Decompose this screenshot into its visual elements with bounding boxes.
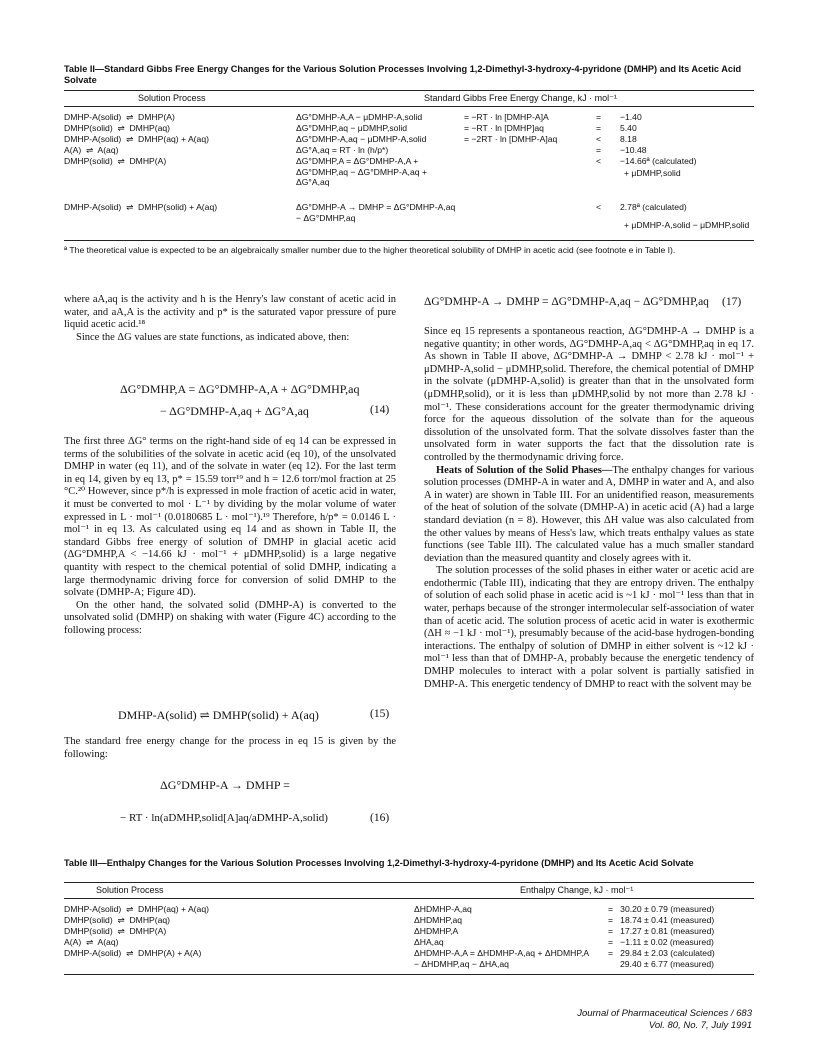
journal-name-page: Journal of Pharmaceutical Sciences / 683 bbox=[577, 1008, 752, 1019]
table2-footnote: ª The theoretical value is expected to be an algebraically smaller number due to the higher theoretical solubility of DMHP in acetic acid (see footnote e in Table I). bbox=[64, 245, 676, 255]
table-cell-value: −1.40 bbox=[620, 112, 642, 122]
equation-16-line1: ΔG°DMHP-A → DMHP = bbox=[160, 778, 290, 792]
table-cell-process: DMHP-A(solid) ⇌ DMHP(aq) + A(aq) bbox=[64, 904, 209, 914]
table-cell-process: DMHP-A(solid) ⇌ DMHP(A) + A(A) bbox=[64, 948, 202, 958]
table2-body bbox=[64, 112, 754, 237]
table-cell-comparator: < bbox=[596, 134, 602, 144]
left-column bbox=[64, 294, 396, 344]
table-cell-comparator: = bbox=[596, 145, 602, 155]
paragraph: The standard free energy change for the process in eq 15 is given by the following: bbox=[64, 736, 396, 760]
table-cell-value: −10.48 bbox=[620, 145, 647, 155]
table-cell-comparator: < bbox=[596, 202, 602, 212]
table3-caption: Table III—Enthalpy Changes for the Various Solution Processes Involving 1,2-Dimethyl-3-hydroxy-4-pyridone (DMHP) and Its Acetic Acid Solvate bbox=[64, 858, 694, 868]
table3-bottom-rule bbox=[64, 974, 754, 975]
paragraph: The solution processes of the solid phases in either water or acetic acid are endothermic (Table III), indicating that they are entropy driven. The enthalpy of solution of each solid phase in acetic acid is ~1 kJ · mol⁻¹ less than that in water, perhaps because of the stronger intermolecular self-association of water than of acetic acid. The solution process of acetic acid in water is exothermic (ΔH ≈ −1 kJ · mol⁻¹), presumably because of the acid-base hydrogen-bonding interactions. The enthalpy of solution of DMHP in either solvent is ~12 kJ · mol⁻¹ less than that of DMHP-A, probably because the energetic tendency of DMHP molecules to interact with a polar solvent is partially satisfied in DMHP-A. This energetic tendency of DMHP to react with the solvent may be bbox=[424, 565, 754, 690]
left-column-tail bbox=[64, 736, 396, 761]
table-cell-relation: = −2RT · ln [DMHP-A]aq bbox=[464, 134, 558, 144]
table-cell-value: 5.40 bbox=[620, 123, 637, 133]
table2-caption: Table II—Standard Gibbs Free Energy Changes for the Various Solution Processes Involving 1,2-Dimethyl-3-hydroxy-4-pyridone (DMHP) and Its Acetic Acid Solvate bbox=[64, 64, 742, 85]
table3-body bbox=[64, 904, 754, 970]
journal-citation bbox=[577, 1008, 752, 1032]
table-cell-relation: = −RT · ln [DMHP]aq bbox=[464, 123, 544, 133]
table-cell-process: A(A) ⇌ A(aq) bbox=[64, 937, 119, 947]
table-cell-value-extra: + μDMHP-A,solid − μDMHP,solid bbox=[624, 220, 750, 230]
table-cell-process: DMHP(solid) ⇌ DMHP(A) bbox=[64, 156, 167, 166]
table-cell-process: DMHP(solid) ⇌ DMHP(A) bbox=[64, 926, 167, 936]
table-cell-value-extra: 29.40 ± 6.77 (measured) bbox=[620, 959, 715, 969]
equation-14-line1: ΔG°DMHP,A = ΔG°DMHP-A,A + ΔG°DMHP,aq bbox=[120, 382, 360, 396]
equation-17: ΔG°DMHP-A → DMHP = ΔG°DMHP-A,aq − ΔG°DMHP,aq bbox=[424, 296, 709, 308]
paragraph: Since eq 15 represents a spontaneous reaction, ΔG°DMHP-A → DMHP is a negative quantity; in other words, ΔG°DMHP-A,aq < ΔG°DMHP,aq in eq 17. As shown in Table II above, ΔG°DMHP-A → DMHP < 2.78 kJ · mol⁻¹ + μDMHP-A,solid − μDMHP,solid. Therefore, the chemical potential of DMHP in the solvate (μDMHP-A,solid) is greater than that in the unsolvated form (μDMHP,solid), or it is less than μDMHP,solid by not more than 2.78 kJ · mol⁻¹. These considerations account for the greater thermodynamic driving force for the aqueous dissolution of the solvate than for the aqueous dissolution of the unsolvated form. That the solvate dissolves faster than the unsolvated form in water supports the fact that the dissolution rate is controlled by the thermodynamic driving force. bbox=[424, 326, 754, 463]
paragraph: On the other hand, the solvated solid (DMHP-A) is converted to the unsolvated solid (DMHP) on shaking with water (Figure 4C) according to the following process: bbox=[64, 599, 396, 636]
paragraph: The first three ΔG° terms on the right-hand side of eq 14 can be expressed in terms of the solubilities of the solvate in acetic acid (eq 10), of the unsolvated DMHP in water (eq 11), and of the solvate in water (eq 12). For the last term in eq 14, given by eq 13, p* = 15.59 torr¹⁹ and h = 12.6 torr/mol fraction at 25 °C.²⁰ However, since p*/h is expressed in mole fraction of acetic acid in water, it must be converted to mol · L⁻¹ by dividing by the molar volume of water expressed in L · mol⁻¹ (0.0180685 L · mol⁻¹).¹⁹ Therefore, h/p* = 0.0146 L · mol⁻¹ in eq 13. As calculated using eq 14 and as shown in Table II, the standard Gibbs free energy of solution of DMHP in glacial acetic acid (ΔG°DMHP,A < −14.66 kJ · mol⁻¹ + μDMHP,solid) is a large negative quantity with respect to the chemical potential of solid DMHP, indicating a large thermodynamic driving force for conversion of solid DMHP to the solvate (DMHP-A; Figure 4D). bbox=[64, 436, 396, 599]
table3-top-rule bbox=[64, 882, 754, 883]
table-cell-value: 2.78ª (calculated) bbox=[620, 202, 687, 212]
table-cell-relation: = −RT · ln [DMHP-A]A bbox=[464, 112, 549, 122]
table-cell-expression: ΔHDMHP,A bbox=[414, 926, 459, 936]
table-cell-value: = 17.27 ± 0.81 (measured) bbox=[608, 926, 715, 936]
section-heading: Heats of Solution of the Solid Phases— bbox=[436, 464, 613, 476]
table-cell-expression: ΔHA,aq bbox=[414, 937, 444, 947]
table3-header-process: Solution Process bbox=[96, 885, 164, 895]
table-cell-expression: ΔG°DMHP-A,A − μDMHP-A,solid bbox=[296, 112, 423, 122]
table-cell-expression: ΔG°DMHP-A → DMHP = ΔG°DMHP-A,aq − ΔG°DMHP,aq bbox=[296, 202, 456, 223]
table-cell-process: DMHP-A(solid) ⇌ DMHP(solid) + A(aq) bbox=[64, 202, 218, 212]
table3-header-rule bbox=[64, 898, 754, 899]
table-cell-expression: ΔHDMHP,aq bbox=[414, 915, 463, 925]
table-cell-comparator: = bbox=[596, 112, 602, 122]
equation-14-number: (14) bbox=[370, 404, 390, 416]
table2-bottom-rule bbox=[64, 240, 754, 241]
table2-header-process: Solution Process bbox=[138, 93, 206, 103]
equation-17-number: (17) bbox=[722, 296, 742, 308]
table-cell-process: A(A) ⇌ A(aq) bbox=[64, 145, 119, 155]
table-cell-expression: ΔHDMHP-A,A = ΔHDMHP-A,aq + ΔHDMHP,A − ΔHDMHP,aq − ΔHA,aq bbox=[414, 948, 589, 969]
table2-top-rule bbox=[64, 90, 754, 91]
equation-16-number: (16) bbox=[370, 812, 390, 824]
table-cell-process: DMHP-A(solid) ⇌ DMHP(A) bbox=[64, 112, 175, 122]
table3-header-enthalpy: Enthalpy Change, kJ · mol⁻¹ bbox=[520, 885, 634, 895]
table-cell-expression: ΔG°DMHP-A,aq − μDMHP-A,solid bbox=[296, 134, 427, 144]
table-cell-value: 8.18 bbox=[620, 134, 637, 144]
table-cell-expression: ΔG°DMHP,A = ΔG°DMHP-A,A + ΔG°DMHP,aq − ΔG°DMHP-A,aq + ΔG°A,aq bbox=[296, 156, 427, 188]
left-column-body bbox=[64, 436, 396, 638]
table-cell-process: DMHP-A(solid) ⇌ DMHP(aq) + A(aq) bbox=[64, 134, 209, 144]
paragraph: The enthalpy changes for various solution processes (DMHP-A in water and A, DMHP in water and A, and also A in water) are shown in Table III. For an unidentified reason, measurements of the heat of solution of the solvate (DMHP-A) in acetic acid (A) had a large standard deviation (n = 8). However, this ΔH value was also calculated from the other values by means of Hess's law, which treats enthalpy values as state functions (see Table III). The calculated value has a much smaller standard deviation than the measured quantity and closely agrees with it. bbox=[424, 464, 755, 564]
equation-14-line2: − ΔG°DMHP-A,aq + ΔG°A,aq bbox=[160, 404, 309, 418]
equation-15: DMHP-A(solid) ⇌ DMHP(solid) + A(aq) bbox=[118, 708, 319, 722]
table2-header-rule bbox=[64, 106, 754, 107]
table-cell-value-extra: + μDMHP,solid bbox=[624, 168, 681, 178]
right-column bbox=[424, 326, 754, 691]
table-cell-expression: ΔHDMHP-A,aq bbox=[414, 904, 472, 914]
paragraph: where aA,aq is the activity and h is the Henry's law constant of acetic acid in water, and aA,A is the activity and p* is the saturated vapor pressure of pure liquid acetic acid.¹⁸ bbox=[64, 294, 396, 331]
table-cell-value: = −1.11 ± 0.02 (measured) bbox=[608, 937, 714, 947]
journal-volume: Vol. 80, No. 7, July 1991 bbox=[648, 1020, 752, 1031]
table2-header-energy: Standard Gibbs Free Energy Change, kJ · mol⁻¹ bbox=[424, 93, 617, 103]
table-cell-comparator: < bbox=[596, 156, 602, 166]
table-cell-expression: ΔG°DMHP,aq − μDMHP,solid bbox=[296, 123, 408, 133]
table-cell-comparator: = bbox=[596, 123, 602, 133]
table-cell-process: DMHP(solid) ⇌ DMHP(aq) bbox=[64, 915, 171, 925]
table-cell-expression: ΔG°A,aq = RT · ln (h/p*) bbox=[296, 145, 389, 155]
paragraph: Since the ΔG values are state functions, as indicated above, then: bbox=[76, 331, 350, 343]
table-cell-value: = 30.20 ± 0.79 (measured) bbox=[608, 904, 715, 914]
table-cell-value: = 29.84 ± 2.03 (calculated) bbox=[608, 948, 715, 958]
equation-16-line2: − RT · ln(aDMHP,solid[A]aq/aDMHP-A,solid) bbox=[120, 812, 328, 824]
table-cell-value: = 18.74 ± 0.41 (measured) bbox=[608, 915, 715, 925]
table-cell-value: −14.66ª (calculated) bbox=[620, 156, 697, 166]
table-cell-process: DMHP(solid) ⇌ DMHP(aq) bbox=[64, 123, 171, 133]
equation-15-number: (15) bbox=[370, 708, 390, 720]
